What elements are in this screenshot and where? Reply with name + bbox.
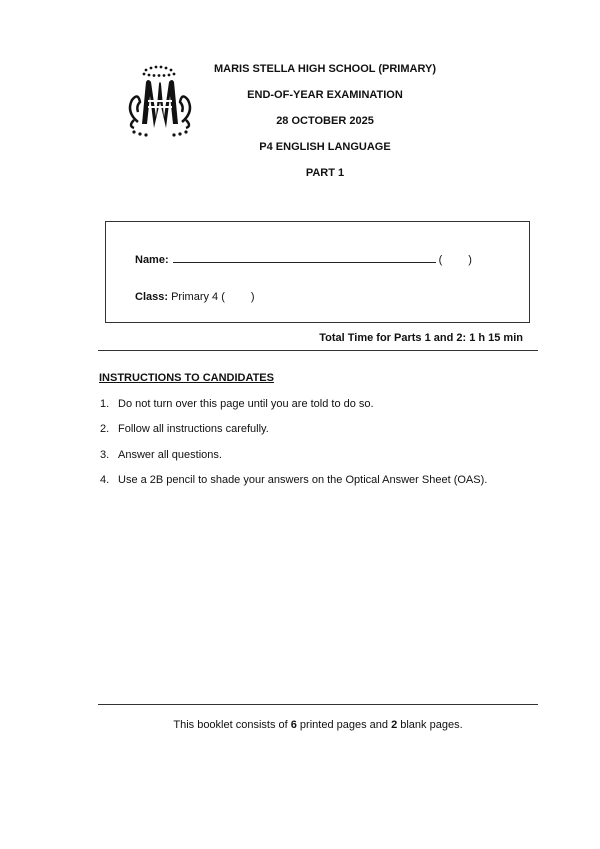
index-paren-open: ( bbox=[438, 254, 443, 266]
booklet-info-prefix: This booklet consists of bbox=[173, 719, 291, 731]
name-label: Name: bbox=[135, 254, 169, 266]
candidate-details-box bbox=[105, 221, 530, 323]
class-label: Class: bbox=[135, 291, 169, 303]
instructions-title: INSTRUCTIONS TO CANDIDATES bbox=[99, 372, 274, 384]
instruction-number: 2. bbox=[100, 423, 110, 435]
index-paren-close: ) bbox=[468, 254, 472, 266]
name-blank-line[interactable] bbox=[173, 252, 436, 263]
instruction-number: 3. bbox=[100, 449, 110, 461]
instruction-text: Do not turn over this page until you are told to do so. bbox=[118, 398, 374, 410]
school-name: MARIS STELLA HIGH SCHOOL (PRIMARY) bbox=[213, 63, 437, 75]
booklet-info-suffix: blank pages. bbox=[397, 719, 463, 731]
school-crest-icon bbox=[120, 62, 200, 142]
instruction-item bbox=[100, 449, 222, 461]
class-value: Primary 4 ( bbox=[171, 291, 225, 303]
class-paren-close: ) bbox=[250, 291, 255, 303]
total-time: Total Time for Parts 1 and 2: 1 h 15 min bbox=[319, 332, 523, 344]
divider-bottom bbox=[98, 704, 538, 705]
instruction-item bbox=[100, 474, 487, 486]
class-field[interactable] bbox=[135, 291, 255, 303]
exam-date: 28 OCTOBER 2025 bbox=[276, 115, 374, 127]
instruction-item bbox=[100, 398, 374, 410]
instruction-text: Follow all instructions carefully. bbox=[118, 423, 269, 435]
instruction-text: Answer all questions. bbox=[118, 449, 222, 461]
divider-top bbox=[98, 350, 538, 351]
printed-pages-count: 6 bbox=[290, 719, 297, 731]
part-title: PART 1 bbox=[305, 167, 345, 179]
exam-title: END-OF-YEAR EXAMINATION bbox=[247, 89, 403, 101]
instruction-item bbox=[100, 423, 269, 435]
name-field[interactable] bbox=[135, 252, 472, 266]
blank-pages-count: 2 bbox=[391, 719, 398, 731]
booklet-info bbox=[100, 719, 536, 731]
instruction-number: 1. bbox=[100, 398, 110, 410]
subject-title: P4 ENGLISH LANGUAGE bbox=[259, 141, 391, 153]
instruction-number: 4. bbox=[100, 474, 110, 486]
booklet-info-middle: printed pages and bbox=[296, 719, 392, 731]
instruction-text: Use a 2B pencil to shade your answers on the Optical Answer Sheet (OAS). bbox=[118, 474, 488, 486]
